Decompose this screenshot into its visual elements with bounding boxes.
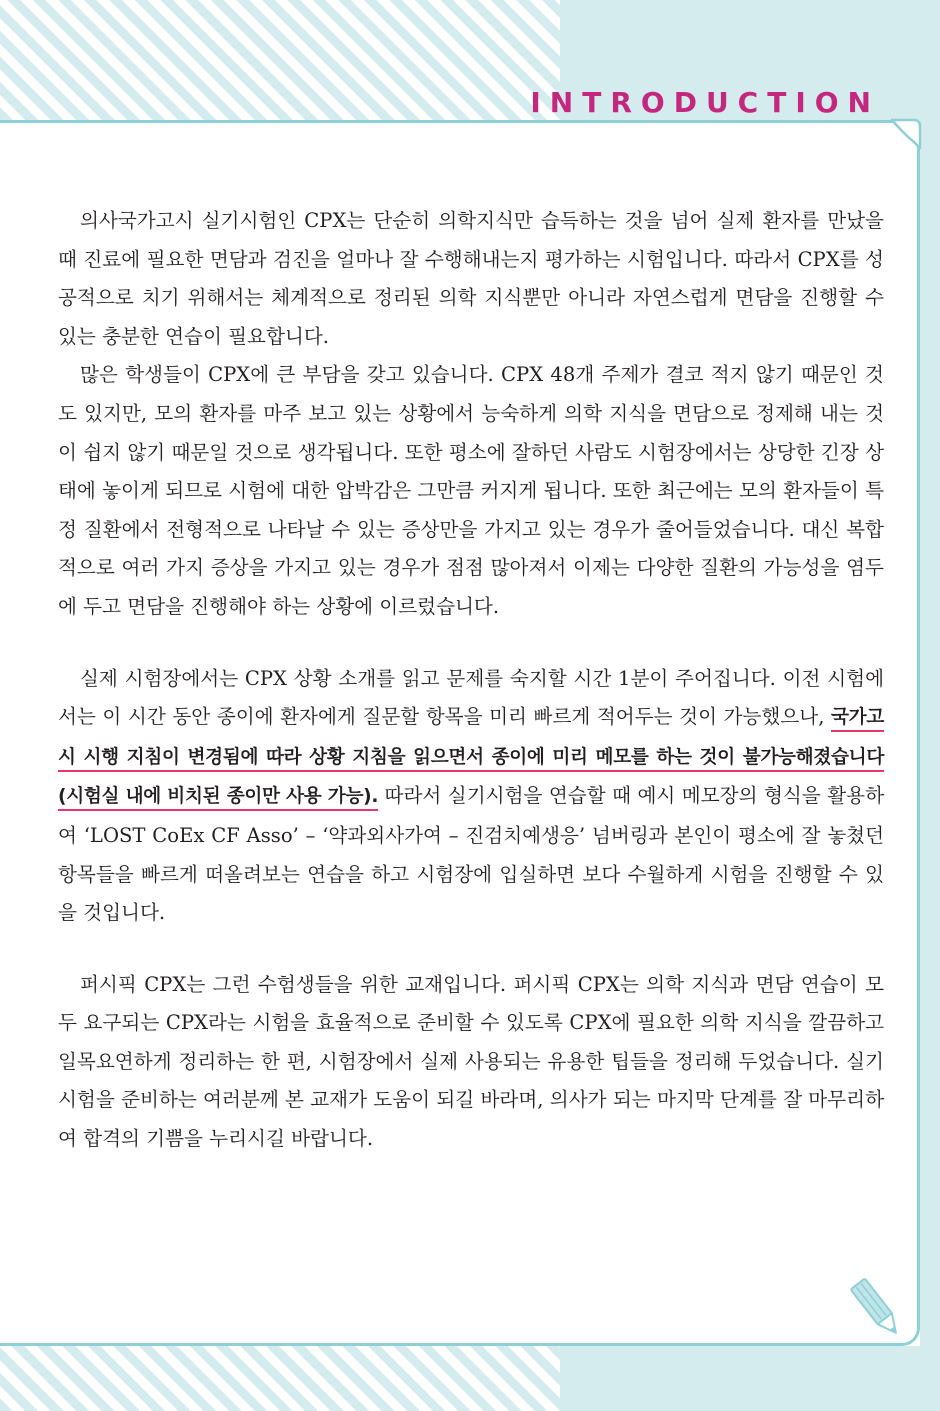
paragraph-gap [58, 627, 884, 660]
bottom-footer-band [560, 1346, 940, 1411]
paragraph-3-rest: 따라서 실기시험을 연습할 때 예시 메모장의 형식을 활용하여 ‘LOST CoEx CF Asso’ – ‘약과외사가여 – 진검치예생응’ 넘버링과 본인이 평소에 잘 놓쳤던 항목들을 빠르게 떠올려보는 연습을 하고 시험장에 입실하면 보다 수월하게 시험을 진행할 수 있을 것입니다. [58, 784, 884, 925]
right-frame-band [920, 120, 940, 1346]
bottom-stripe-pattern [0, 1346, 560, 1411]
paragraph-4: 퍼시픽 CPX는 그런 수험생들을 위한 교재입니다. 퍼시픽 CPX는 의학 지식과 면담 연습이 모두 요구되는 CPX라는 시험을 효율적으로 준비할 수 있도록 CPX에 필요한 의학 지식을 깔끔하고 일목요연하게 정리하는 한 편, 시험장에서 실제 사용되는 유용한 팁들을 정리해 두었습니다. 실기시험을 준비하는 여러분께 본 교재가 도움이 되길 바라며, 의사가 되는 마지막 단계를 잘 마무리하여 합격의 기쁨을 누리시길 바랍니다. [58, 972, 884, 1151]
paragraph-gap [58, 933, 884, 966]
underlined-notice: 국가고시 시행 지침이 변경됨에 따라 상황 지침을 읽으면서 종이에 미리 메모를 하는 것이 불가능해졌습니다(시험실 내에 비치된 종이만 사용 가능). [58, 707, 884, 808]
paragraph-1: 의사국가고시 실기시험인 CPX는 단순히 의학지식만 습득하는 것을 넘어 실제 환자를 만났을 때 진료에 필요한 면담과 검진을 얼마나 잘 수행해내는지 평가하는 시험입니다. 따라서 CPX를 성공적으로 치기 위해서는 체계적으로 정리된 의학 지식뿐만 아니라 자연스럽게 면담을 진행할 수 있는 충분한 연습이 필요합니다. [58, 209, 884, 348]
introduction-body [58, 202, 884, 1159]
paragraph-3 [58, 660, 884, 933]
page-title: INTRODUCTION [530, 86, 880, 119]
paragraph-3-intro: 실제 시험장에서는 CPX 상황 소개를 읽고 문제를 숙지할 시간 1분이 주어집니다. 이전 시험에서는 이 시간 동안 종이에 환자에게 질문할 항목을 미리 빠르게 적어두는 것이 가능했으나, [58, 666, 884, 729]
top-stripe-pattern [0, 0, 560, 120]
pencil-icon [848, 1275, 908, 1345]
folded-corner-icon [890, 118, 922, 150]
paragraph-2: 많은 학생들이 CPX에 큰 부담을 갖고 있습니다. CPX 48개 주제가 결코 적지 않기 때문인 것도 있지만, 모의 환자를 마주 보고 있는 상황에서 능숙하게 의학 지식을 면담으로 정제해 내는 것이 쉽지 않기 때문일 것으로 생각됩니다. 또한 평소에 잘하던 사람도 시험장에서는 상당한 긴장 상태에 놓이게 되므로 시험에 대한 압박감은 그만큼 커지게 됩니다. 또한 최근에는 모의 환자들이 특정 질환에서 전형적으로 나타날 수 있는 증상만을 가지고 있는 경우가 줄어들었습니다. 대신 복합적으로 여러 가지 증상을 가지고 있는 경우가 점점 많아져서 이제는 다양한 질환의 가능성을 염두에 두고 면담을 진행해야 하는 상황에 이르렀습니다. [58, 363, 884, 618]
